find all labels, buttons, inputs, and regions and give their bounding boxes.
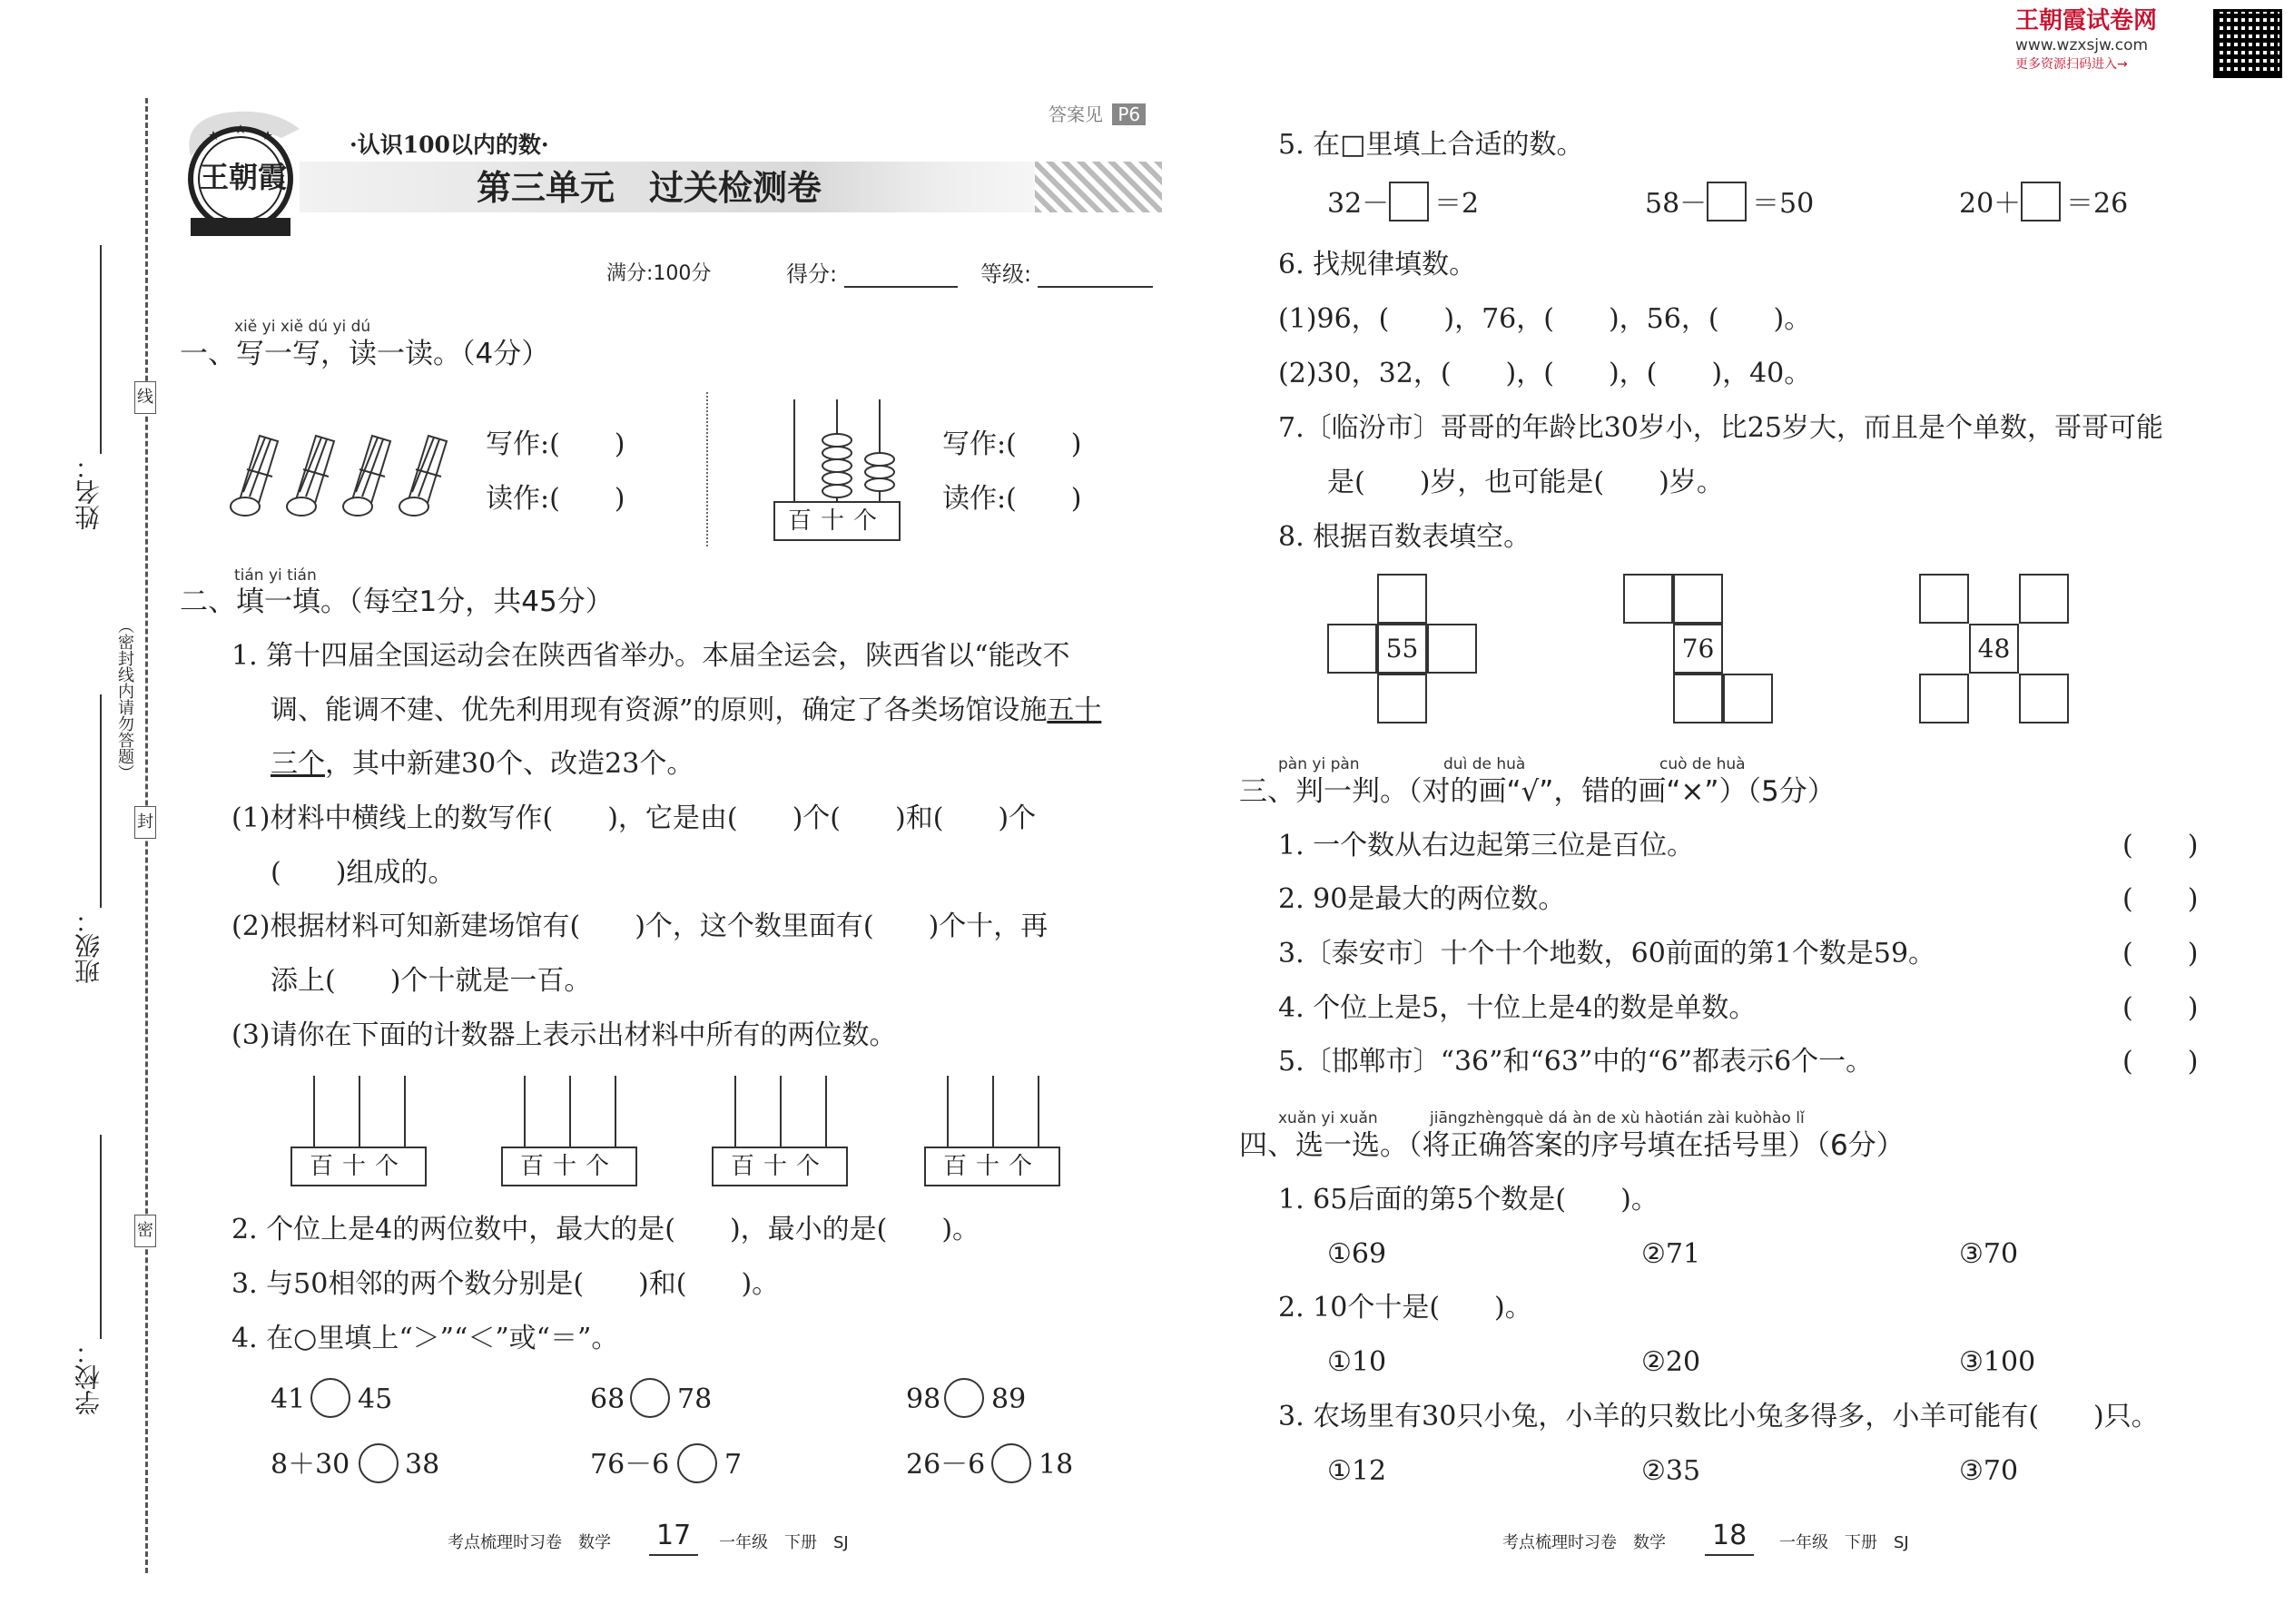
- empty-abacus[interactable]: 百十个: [924, 1076, 1060, 1189]
- school-label-text: 学校：: [74, 1339, 103, 1415]
- footer-left-series: 考点梳理时习卷 数学: [448, 1533, 611, 1552]
- option[interactable]: ②71: [1641, 1238, 1701, 1270]
- judge-paren[interactable]: ( ): [2122, 830, 2199, 861]
- sec2-q1-3: (3)请你在下面的计数器上表示出材料中所有的两位数。: [231, 1019, 897, 1051]
- binding-note: （密封线内请勿答题）: [115, 617, 134, 781]
- footer-right-page: 18: [1705, 1518, 1754, 1556]
- qr-code-icon[interactable]: [2213, 9, 2282, 78]
- sec1-read-right[interactable]: 读作:( ): [942, 483, 1082, 515]
- sec3-pinyin: duì de huà: [1443, 755, 1526, 773]
- sec2-q1-1a[interactable]: (1)材料中横线上的数写作( )，它是由( )个( )和( )个: [231, 802, 1037, 834]
- judge-item: 4. 个位上是5，十位上是4的数是单数。: [1278, 992, 1757, 1024]
- empty-abacus[interactable]: 百十个: [501, 1076, 637, 1189]
- option[interactable]: ①10: [1327, 1346, 1387, 1378]
- compare-circle[interactable]: [944, 1378, 984, 1418]
- name-label: [0, 626, 207, 663]
- option[interactable]: ③70: [1959, 1455, 2019, 1487]
- page-title: 第三单元 过关检测卷: [477, 168, 822, 208]
- binding-mark-xian: 线: [134, 381, 156, 414]
- grade-label: 等级:: [980, 261, 1032, 287]
- site-banner: [2015, 7, 2288, 80]
- footer-right-series: 考点梳理时习卷 数学: [1502, 1533, 1666, 1552]
- judge-paren[interactable]: ( ): [2122, 938, 2199, 969]
- hundred-chart-fragment-1: 55: [1327, 574, 1482, 728]
- sec4-title: 四、选一选。（将正确答案的序号填在括号里）（6分）: [1239, 1129, 1905, 1162]
- answer-page-badge: P6: [1112, 103, 1146, 125]
- compare-item: 68: [590, 1383, 625, 1415]
- sec2-q5: 5. 在□里填上合适的数。: [1278, 129, 1584, 161]
- compare-item: 78: [677, 1383, 713, 1415]
- sec2-pinyin: tián yi tián: [234, 566, 317, 585]
- compare-circle[interactable]: [310, 1378, 350, 1418]
- sec2-q1-line1: 1. 第十四届全国运动会在陕西省举办。本届全运会，陕西省以“能改不: [231, 640, 1070, 672]
- footer-left-grade: 一年级 下册 SJ: [719, 1533, 849, 1552]
- sec4-q1[interactable]: 1. 65后面的第5个数是( )。: [1278, 1184, 1659, 1216]
- hundred-chart-fragment-2: 76: [1623, 574, 1777, 728]
- compare-item: 98: [906, 1383, 941, 1415]
- sec4-q3[interactable]: 3. 农场里有30只小兔，小羊的只数比小兔多得多，小羊可能有( )只。: [1278, 1401, 2159, 1432]
- class-label-text: 班级：: [74, 908, 103, 984]
- sec1-write-right[interactable]: 写作:( ): [942, 428, 1082, 460]
- footer-right-grade: 一年级 下册 SJ: [1779, 1533, 1909, 1552]
- compare-circle[interactable]: [991, 1443, 1031, 1483]
- fill-item: 58－: [1645, 188, 1708, 220]
- option[interactable]: ②35: [1641, 1455, 1701, 1487]
- compare-circle[interactable]: [677, 1443, 717, 1483]
- sec4-pinyin: jiāngzhèngquè dá àn de xù hàotián zài kuòhào lǐ: [1430, 1109, 1805, 1127]
- compare-item: 41: [271, 1383, 306, 1415]
- underlined-number: 五十: [1047, 694, 1102, 726]
- fill-box[interactable]: [1707, 182, 1747, 221]
- fill-item: 32－: [1327, 188, 1390, 220]
- score-blank[interactable]: [844, 286, 958, 288]
- judge-item: 2. 90是最大的两位数。: [1278, 883, 1566, 915]
- sec2-title: 二、填一填。（每空1分，共45分）: [180, 586, 614, 618]
- sec2-q4: 4. 在○里填上“＞”“＜”或“＝”。: [231, 1323, 619, 1354]
- answer-ref: 答案见 P6: [1049, 102, 1146, 127]
- sec4-q2[interactable]: 2. 10个十是( )。: [1278, 1292, 1532, 1324]
- sec1-write-left[interactable]: 写作:( ): [486, 428, 625, 460]
- option[interactable]: ②20: [1641, 1346, 1701, 1378]
- site-slogan: 更多资源扫码进入→: [2015, 57, 2128, 72]
- sec2-q2[interactable]: 2. 个位上是4的两位数中，最大的是( )，最小的是( )。: [231, 1214, 980, 1245]
- compare-item: 38: [405, 1449, 440, 1481]
- option[interactable]: ①69: [1327, 1238, 1387, 1270]
- judge-paren[interactable]: ( ): [2122, 992, 2199, 1024]
- sec4-pinyin: xuǎn yi xuǎn: [1278, 1109, 1378, 1127]
- compare-item: 76－6: [590, 1449, 670, 1481]
- compare-circle[interactable]: [630, 1378, 670, 1418]
- header-topic: ·认识100以内的数·: [350, 132, 549, 158]
- fill-item: ＝26: [2066, 188, 2129, 220]
- sec2-q7-line2[interactable]: 是( )岁，也可能是( )岁。: [1327, 467, 1724, 498]
- compare-item: 45: [358, 1383, 393, 1415]
- judge-paren[interactable]: ( ): [2122, 883, 2199, 915]
- option[interactable]: ③70: [1959, 1238, 2019, 1270]
- full-score: 满分:100分: [606, 262, 712, 285]
- compare-circle[interactable]: [359, 1443, 399, 1483]
- compare-item: 89: [991, 1383, 1027, 1415]
- name-label-text: 姓名：: [74, 454, 103, 530]
- fill-item: ＝2: [1434, 188, 1480, 220]
- site-title: 王朝霞试卷网: [2015, 7, 2158, 34]
- class-underline: [100, 694, 102, 908]
- sec2-q1-2b[interactable]: 添上( )个十就是一百。: [271, 965, 592, 997]
- hundred-chart-fragment-3: 48: [1919, 574, 2073, 728]
- logo: [172, 102, 309, 238]
- empty-abacus[interactable]: 百十个: [290, 1076, 427, 1189]
- judge-item: 1. 一个数从右边起第三位是百位。: [1278, 830, 1695, 861]
- sec1-pinyin: xiě yi xiě dú yi dú: [234, 318, 371, 336]
- compare-item: 7: [724, 1449, 743, 1481]
- sec2-q8: 8. 根据百数表填空。: [1278, 521, 1531, 553]
- score-label: 得分:: [786, 261, 838, 287]
- fill-box[interactable]: [1389, 182, 1429, 221]
- grade-blank[interactable]: [1038, 286, 1153, 288]
- fill-item: ＝50: [1752, 188, 1815, 220]
- judge-item: 5.〔邯郸市〕“36”和“63”中的“6”都表示6个一。: [1278, 1046, 1874, 1078]
- sec2-q1-1b[interactable]: ( )组成的。: [271, 857, 456, 889]
- fill-item: 20＋: [1959, 188, 2022, 220]
- sec1-abacus: 百十个: [773, 399, 901, 545]
- judge-paren[interactable]: ( ): [2122, 1046, 2199, 1078]
- sec2-q6-1[interactable]: (1)96，( )，76，( )，56，( )。: [1278, 303, 1812, 335]
- logo-text: 王朝霞: [200, 160, 288, 194]
- footer-left-page: 17: [649, 1518, 698, 1556]
- sec2-q7-line1: 7.〔临汾市〕哥哥的年龄比30岁小，比25岁大，而且是个单数，哥哥可能: [1278, 412, 2163, 444]
- sec3-pinyin: cuò de huà: [1659, 755, 1746, 773]
- option[interactable]: ③100: [1959, 1346, 2036, 1378]
- school-underline: [100, 1135, 102, 1339]
- sec1-title: 一、写一写，读一读。（4分）: [180, 338, 550, 370]
- sec2-q6-2[interactable]: (2)30，32，( )，( )，( )，40。: [1278, 358, 1812, 389]
- compare-item: 8＋30: [271, 1449, 350, 1481]
- sec2-q1-2a[interactable]: (2)根据材料可知新建场馆有( )个，这个数里面有( )个十，再: [231, 910, 1049, 942]
- header-checker: [1035, 162, 1162, 212]
- name-underline: [100, 245, 102, 454]
- fill-box[interactable]: [2021, 182, 2061, 221]
- site-url: www.wzxsjw.com: [2015, 36, 2149, 54]
- compare-item: 26－6: [906, 1449, 986, 1481]
- binding-mark-feng: 封: [134, 806, 156, 839]
- sec3-pinyin: pàn yi pàn: [1278, 755, 1360, 773]
- judge-item: 3.〔泰安市〕十个十个地数，60前面的第1个数是59。: [1278, 938, 1936, 969]
- sec2-q3[interactable]: 3. 与50相邻的两个数分别是( )和( )。: [231, 1268, 780, 1300]
- sec2-q1-line2: 调、能调不建、优先利用现有资源”的原则，确定了各类场馆设施五十: [271, 694, 1102, 726]
- empty-abacus[interactable]: 百十个: [712, 1076, 848, 1189]
- sec1-divider: [706, 392, 708, 546]
- stick-bundles-image: [225, 428, 452, 519]
- compare-item: 18: [1039, 1449, 1074, 1481]
- sec2-q1-line3: 三个，其中新建30个、改造23个。: [271, 748, 694, 780]
- option[interactable]: ①12: [1327, 1455, 1387, 1487]
- sec1-read-left[interactable]: 读作:( ): [486, 483, 625, 515]
- sec2-q6: 6. 找规律填数。: [1278, 249, 1477, 281]
- sec3-title: 三、判一判。（对的画“√”，错的画“×”）（5分）: [1239, 775, 1836, 808]
- binding-mark-mi: 密: [134, 1215, 156, 1247]
